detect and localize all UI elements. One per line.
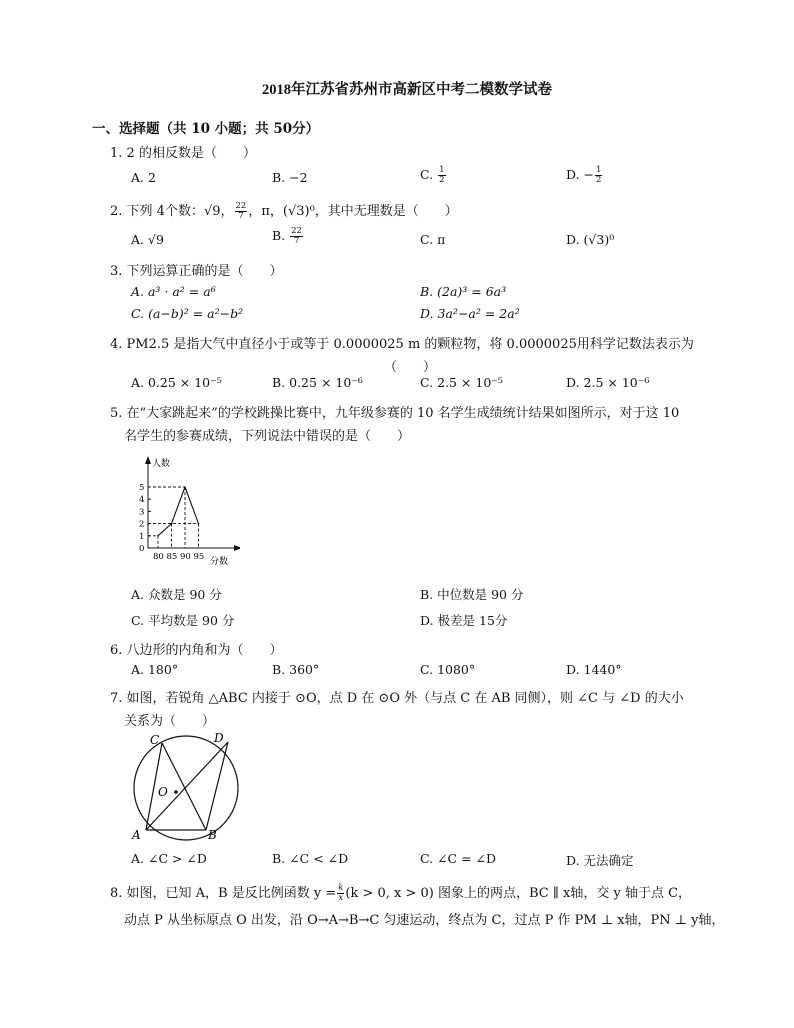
- q4-option-b: B. 0.25 × 10⁻⁶: [272, 375, 363, 390]
- data-line-segment: [185, 487, 199, 524]
- fraction-numerator: 1: [439, 165, 445, 175]
- fraction-numerator: 1: [596, 165, 602, 175]
- q3-option-d: D. 3a²−a² = 2a²: [420, 306, 520, 321]
- data-point: [171, 523, 173, 525]
- center-point: [174, 790, 178, 794]
- q3-option-c: C. (a−b)² = a²−b²: [131, 306, 244, 321]
- q2-option-d: D. (√3)⁰: [566, 232, 615, 247]
- fraction-half: [438, 166, 445, 185]
- q2-stem-part-a: 2. 下列 4个数：√9，: [110, 204, 234, 219]
- x-axis-arrow: [234, 545, 240, 551]
- circle-o: [134, 736, 238, 840]
- x-tick-label: 80: [153, 552, 164, 562]
- data-line-segment: [172, 487, 186, 524]
- fraction-denominator: x: [338, 893, 344, 903]
- y-tick-label: 2: [139, 519, 145, 530]
- q1-option-d: [566, 166, 603, 185]
- label-b: B: [208, 828, 217, 842]
- q6-option-b: B. 360°: [272, 662, 320, 677]
- fraction-numerator: 22: [291, 226, 302, 236]
- q1-option-d-prefix: D. −: [566, 167, 594, 182]
- data-point: [157, 535, 159, 537]
- fraction-numerator: 22: [235, 201, 247, 211]
- q7-stem-line1: 7. 如图，若锐角 △ABC 内接于 ⊙O，点 D 在 ⊙O 外（与点 C 在 AB 同侧），则 ∠C 与 ∠D 的大小: [110, 691, 684, 706]
- page-title: 2018年江苏省苏州市高新区中考二模数学试卷: [262, 82, 552, 98]
- q6-option-a: A. 180°: [131, 662, 179, 677]
- y-tick-label: 1: [139, 531, 145, 542]
- q7-option-d: D. 无法确定: [566, 853, 634, 868]
- q1-option-c: [420, 166, 447, 185]
- q2-option-b-prefix: B.: [272, 228, 290, 243]
- label-o: O: [158, 785, 168, 799]
- data-point: [198, 523, 200, 525]
- q3-option-b: B. (2a)³ = 6a³: [420, 284, 507, 299]
- q2-option-a: A. √9: [131, 232, 164, 247]
- q5-option-d: D. 极差是 15分: [420, 613, 508, 628]
- fraction-denominator: 2: [596, 175, 602, 185]
- x-tick-label: 85: [166, 552, 178, 562]
- y-axis-arrow: [145, 456, 151, 464]
- q4-option-d: D. 2.5 × 10⁻⁶: [566, 375, 650, 390]
- q6-option-d: D. 1440°: [566, 662, 622, 677]
- segment-bd: [206, 742, 228, 830]
- fraction-numerator: k: [338, 883, 344, 893]
- q1-stem: 1. 2 的相反数是（ ）: [110, 146, 256, 161]
- q8-stem-part-b: (k > 0, x > 0) 图象上的两点，BC ∥ x轴，交 y 轴于点 C，: [345, 886, 692, 901]
- q7-option-c: C. ∠C = ∠D: [420, 851, 497, 866]
- q3-option-a: A. a³ · a² = a⁶: [131, 284, 216, 299]
- q4-stem: 4. PM2.5 是指大气中直径小于或等于 0.0000025 m 的颗粒物，将 0.0000025用科学记数法表示为: [110, 337, 694, 352]
- q2-stem-part-b: ，π，(√3)⁰，其中无理数是（ ）: [248, 204, 458, 219]
- q1-option-b: B. −2: [272, 170, 308, 185]
- y-tick-label: 3: [139, 507, 145, 518]
- q8-stem-part-a: 8. 如图，已知 A，B 是反比例函数 y =: [110, 886, 337, 901]
- q5-option-b: B. 中位数是 90 分: [420, 587, 524, 602]
- q6-stem: 6. 八边形的内角和为（ ）: [110, 643, 283, 658]
- q3-stem: 3. 下列运算正确的是（ ）: [110, 264, 283, 279]
- fraction-half: [595, 166, 602, 185]
- q7-option-a: A. ∠C > ∠D: [131, 851, 207, 866]
- label-d: D: [214, 731, 224, 745]
- segment-bc: [162, 743, 206, 830]
- x-tick-label: 95: [193, 552, 205, 562]
- q4-option-a: A. 0.25 × 10⁻⁵: [131, 375, 222, 390]
- q4-option-c: C. 2.5 × 10⁻⁵: [420, 375, 503, 390]
- y-axis-label: 人数: [152, 459, 171, 469]
- y-tick-label: 5: [139, 483, 145, 493]
- q5-stem-line2: 名学生的参赛成绩，下列说法中错误的是（ ）: [124, 429, 411, 444]
- q2-option-b: [272, 227, 304, 246]
- q2-option-c: C. π: [420, 232, 446, 247]
- q5-stem-line1: 5. 在“大家跳起来”的学校跳操比赛中，九年级参赛的 10 名学生成绩统计结果如图所示，对于这 10: [110, 406, 680, 421]
- y-tick-label: 0: [139, 544, 145, 554]
- y-tick-label: 4: [139, 495, 145, 506]
- q5-option-a: A. 众数是 90 分: [131, 587, 222, 602]
- score-chart: [130, 452, 240, 570]
- q1-option-c-prefix: C.: [420, 167, 438, 182]
- q4-answer-paren: （ ）: [384, 360, 437, 375]
- label-c: C: [150, 733, 160, 747]
- x-axis-label: 分数: [210, 557, 229, 567]
- q2-stem: [110, 200, 458, 221]
- q8-stem-line2: 动点 P 从坐标原点 O 出发，沿 O→A→B→C 匀速运动，终点为 C，过点 P 作 PM ⊥ x轴，PN ⊥ y轴，: [124, 913, 725, 928]
- q5-option-c: C. 平均数是 90 分: [131, 613, 235, 628]
- fraction-22-7: [290, 227, 303, 246]
- q1-option-a: A. 2: [131, 170, 156, 185]
- q7-option-b: B. ∠C < ∠D: [272, 851, 349, 866]
- q6-option-c: C. 1080°: [420, 662, 476, 677]
- fraction-denominator: 7: [238, 211, 244, 221]
- x-tick-label: 90: [180, 552, 191, 562]
- q8-stem-line1: [110, 882, 691, 903]
- fraction-denominator: 7: [293, 236, 300, 246]
- section-heading: 一、选择题（共 10 小题；共 50分）: [92, 121, 320, 137]
- fraction-22-7: [235, 202, 248, 221]
- data-line-segment: [158, 524, 172, 536]
- circle-figure: [118, 726, 254, 844]
- label-a: A: [132, 828, 141, 842]
- q7-stem-line2: 关系为（ ）: [124, 714, 216, 729]
- fraction-k-x: [337, 884, 344, 903]
- fraction-denominator: 2: [439, 175, 445, 185]
- data-point: [184, 486, 186, 488]
